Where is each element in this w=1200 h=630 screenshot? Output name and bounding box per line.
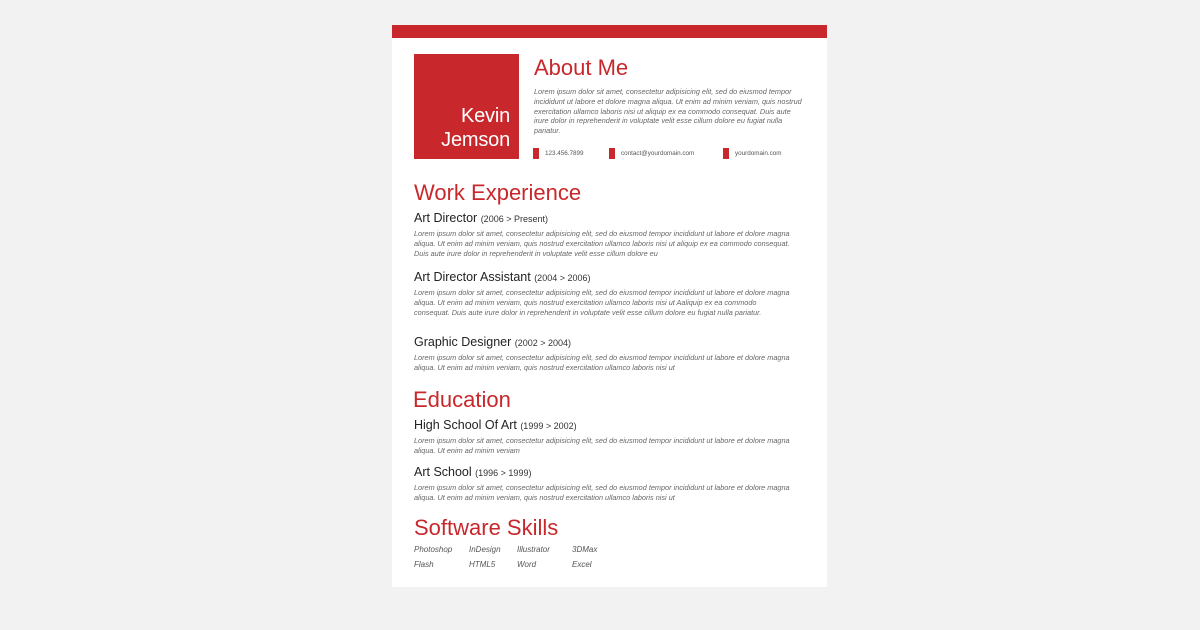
job-description: Lorem ipsum dolor sit amet, consectetur adipisicing elit, sed do eiusmod tempor incididunt ut labore et dolore magna aliqua. Ut enim ad minim veniam, quis nostrud exercitation ullamco laboris nisi ut Aaliquip ex ea commodo consequat. Duis aute irure dolor in reprehenderit in voluptate velit esse cillum dolore eu fugiat nulla pariatur.: [414, 288, 790, 317]
skill-item: Word: [517, 560, 537, 569]
job-title: [414, 270, 590, 284]
first-name: Kevin: [460, 105, 510, 127]
school-title: [414, 465, 531, 479]
school-description: Lorem ipsum dolor sit amet, consectetur adipisicing elit, sed do eiusmod tempor incididunt ut labore et dolore magna aliqua. Ut enim ad minim veniam, quis nostrud exercitation ullamco laboris nisi ut: [414, 483, 790, 502]
school-description: Lorem ipsum dolor sit amet, consectetur adipisicing elit, sed do eiusmod tempor incididunt ut labore et dolore magna aliqua. Ut enim ad minim veniam: [414, 436, 790, 455]
email-text: contact@yourdomain.com: [621, 150, 695, 157]
about-me-text: Lorem ipsum dolor sit amet, consectetur adipisicing elit, sed do eiusmod tempor incididunt ut labore et dolore magna aliqua. Ut enim ad minim veniam, quis nostrud exercitation ullamco laboris nisi ut aliquip ex ea commodo consequat. Duis aute irure dolor in reprehenderit in voluptate velit esse cillum dolore eu fugiat nulla pariatur.: [534, 87, 802, 136]
phone-text: 123.456.7899: [545, 150, 584, 157]
skill-item: 3DMax: [572, 545, 598, 554]
website-text: yourdomain.com: [735, 150, 782, 157]
job-description: Lorem ipsum dolor sit amet, consectetur adipisicing elit, sed do eiusmod tempor incididunt ut labore et dolore magna aliqua. Ut enim ad minim veniam, quis nostrud exercitation ullamco laboris nisi ut aliquip ex ea commodo consequat. Duis aute irure dolor in reprehenderit in voluptate velit esse cillum dolore eu: [414, 229, 790, 258]
job-role: Art Director: [414, 211, 478, 225]
job-role: Graphic Designer: [414, 335, 512, 349]
job-description: Lorem ipsum dolor sit amet, consectetur adipisicing elit, sed do eiusmod tempor incididunt ut labore et dolore magna aliqua. Ut enim ad minim veniam, quis nostrud exercitation ullamco laboris nisi ut: [414, 353, 790, 372]
email-icon: [609, 148, 615, 159]
job-title: [414, 335, 571, 349]
website-icon: [723, 148, 729, 159]
skill-item: InDesign: [469, 545, 501, 554]
name-block: [414, 54, 519, 159]
skill-item: Photoshop: [414, 545, 453, 554]
skill-item: Flash: [414, 560, 434, 569]
education-heading: Education: [413, 387, 511, 412]
skill-item: HTML5: [469, 560, 496, 569]
skill-item: Excel: [572, 560, 592, 569]
job-dates: (2006 > Present): [480, 214, 548, 224]
about-me-heading: About Me: [534, 55, 629, 80]
school-dates: (1996 > 1999): [475, 468, 532, 478]
school-name: Art School: [414, 465, 472, 479]
top-accent-bar: [392, 25, 827, 38]
contact-email: [609, 148, 694, 159]
contact-phone: [533, 148, 584, 159]
school-name: High School Of Art: [414, 418, 517, 432]
resume-page: [392, 25, 827, 587]
job-role: Art Director Assistant: [414, 270, 531, 284]
work-experience-heading: Work Experience: [414, 180, 582, 205]
software-skills-heading: Software Skills: [414, 515, 559, 540]
skills-list: [414, 545, 612, 569]
school-title: [414, 418, 577, 432]
job-dates: (2004 > 2006): [534, 273, 591, 283]
job-title: [414, 211, 548, 225]
phone-icon: [533, 148, 539, 159]
last-name: Jemson: [441, 129, 510, 151]
skill-item: Illustrator: [517, 545, 550, 554]
job-dates: (2002 > 2004): [514, 338, 572, 348]
school-dates: (1999 > 2002): [520, 421, 577, 431]
contact-website: [723, 148, 782, 159]
